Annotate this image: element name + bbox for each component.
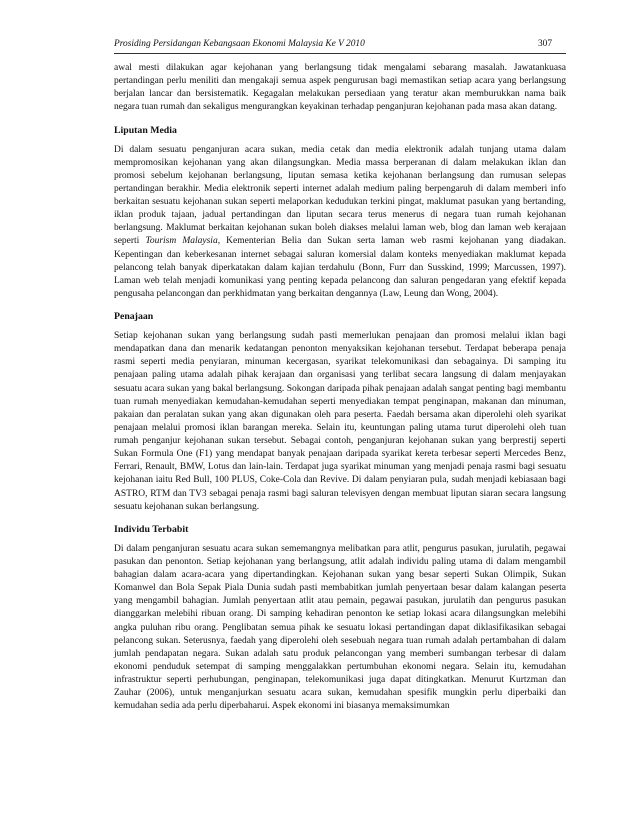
page-body [114,62,566,722]
header-rule [114,53,566,54]
media-text-part1: Di dalam sesuatu penganjuran acara sukan, media cetak dan media elektronik adalah tunjang utama dalam mempromosikan kejohanan yang akan dilangsungkan. Media massa berperanan di dalam melakukan iklan dan promosi sebelum kejohanan berlangsung, liputan semasa ketika kejohanan berlangsung dan rumusan selepas pertandingan berakhir. Media elektronik seperti internet adalah medium paling berpengaruh di dalam memberi info berkaitan sesuatu kejohanan sukan seperti melaporkan kedudukan terkini pingat, maklumat pasukan yang bertanding, iklan produk tajaan, jadual pertandingan dan liputan secara terus menerus di negara tuan rumah kejohanan berlangsung. Maklumat berkaitan kejohanan sukan boleh diakses melalui laman web, blog dan laman web kerajaan seperti [114,144,566,247]
paragraph-individu-terbabit: Di dalam penganjuran sesuatu acara sukan sememangnya melibatkan para atlit, pengurus pasukan, jurulatih, pegawai pasukan dan penonton. Setiap kejohanan yang berlangsung, atlit adalah individu paling utama di dalam mengambil bahagian dalam acara-acara yang dipertandingkan. Kejohanan sukan yang besar seperti Sukan Olimpik, Sukan Komanwel dan Bola Sepak Piala Dunia sudah pasti membabitkan jumlah penyertaan besar dalam kalangan peserta yang mengambil bahagian. Jumlah penyertaan atlit atau pemain, pegawai pasukan, jurulatih dan pengurus pasukan dianggarkan melebihi ribuan orang. Di samping kehadiran penonton ke setiap lokasi acara dilangsungkan melebihi angka puluhan ribu orang. Penglibatan semua pihak ke sesuatu lokasi pertandingan dapat diklasifikasikan sebagai pelancong sukan. Seterusnya, faedah yang diperolehi oleh sesebuah negara tuan rumah adalah pertambahan di dalam jumlah pendapatan negara. Sukan adalah satu produk pelancongan yang memberi sumbangan terbesar di dalam ekonomi penduduk setempat di samping menggalakkan pertumbuhan ekonomi negara. Selain itu, kemudahan infrastruktur seperti perhubungan, penginapan, telekomunikasi juga dapat ditingkatkan. Menurut Kurtzman dan Zauhar (2006), untuk menganjurkan sesuatu acara sukan, kemudahan spesifik mungkin perlu diperbaiki dan kemudahan sedia ada perlu diperbaharui. Aspek ekonomi ini biasanya memaksimumkan [114,543,566,712]
header-title: Prosiding Persidangan Kebangsaan Ekonomi Malaysia Ke V 2010 [114,39,365,49]
intro-paragraph: awal mesti dilakukan agar kejohanan yang berlangsung tidak mengalami sebarang masalah. Jawatankuasa pertandingan perlu meniliti dan mengakaji semua aspek pengurusan bagi memastikan setiap acara yang berlangsung berjalan lancar dan bersistematik. Kegagalan melakukan persediaan yang teratur akan memburukkan nama baik negara tuan rumah dan sekaligus mengurangkan keyakinan terhadap penganjuran kejohanan pada masa akan datang. [114,63,566,113]
heading-penajaan: Penajaan [114,311,154,322]
paragraph-liputan-media [114,144,566,302]
heading-individu-terbabit: Individu Terbabit [114,523,189,535]
running-header [114,38,552,50]
heading-liputan-media: Liputan Media [114,124,177,136]
page-number: 307 [537,39,552,49]
media-text-italic: Tourism Malaysia [145,236,218,247]
paragraph-penajaan: Setiap kejohanan sukan yang berlangsung sudah pasti memerlukan penajaan dan promosi melalui iklan bagi mendapatkan dana dan menarik kedatangan penonton menyaksikan kejohanan tersebut. Terdapat beberapa penaja rasmi seperti media penyiaran, minuman kecergasan, syarikat telekomunikasi dan sebagainya. Di samping itu penajaan paling utama adalah pihak kerajaan dan organisasi yang terlibat secara langsung di dalam menjayakan sesuatu acara sukan yang bakal berlangsung. Sokongan daripada pihak penajaan adalah sangat penting bagi membantu tuan rumah menyediakan kemudahan-kemudahan seperti menyediakan tempat penginapan, makanan dan minuman, pakaian dan peralatan sukan yang akan digunakan oleh para peserta. Faedah bersama akan diperolehi oleh syarikat penajaan melalui promosi iklan barangan mereka. Selain itu, keuntungan paling utama turut diperolehi oleh tuan rumah penganjur kejohanan sukan tersebut. Sebagai contoh, penganjuran kejohanan sukan yang berprestij seperti Sukan Formula One (F1) yang mendapat banyak penajaan daripada syarikat kereta terbesar seperti Mercedes Benz, Ferrari, Renault, BMW, Lotus dan lain-lain. Terdapat juga syarikat minuman yang menjadi penaja rasmi bagi sesuatu kejohanan iaitu Red Bull, 100 PLUS, Coke-Cola dan Revive. Di dalam penyiaran pula, sudah menjadi kebiasaan bagi ASTRO, RTM dan TV3 sebagai penaja rasmi bagi saluran televisyen dengan membuat liputan siaran secara langsung sesuatu kejohanan sukan berlangsung. [114,331,566,512]
media-text-part2: , Kementerian Belia dan Sukan serta laman web rasmi kejohanan yang diadakan. Kepentingan dan keberkesanan internet sebagai saluran komersial dalam konteks menyediakan maklumat kepada pelancong telah banyak diperkatakan dalam kajian terdahulu (Bonn, Furr dan Susskind, 1999; Marcussen, 1997). Laman web telah menjadi komunikasi yang penting kepada pelancong dan saluran pengedaran yang efektif kepada pengusaha pelancongan dan perkhidmatan yang berkaitan dengannya (Law, Leung dan Wong, 2004). [114,236,566,299]
